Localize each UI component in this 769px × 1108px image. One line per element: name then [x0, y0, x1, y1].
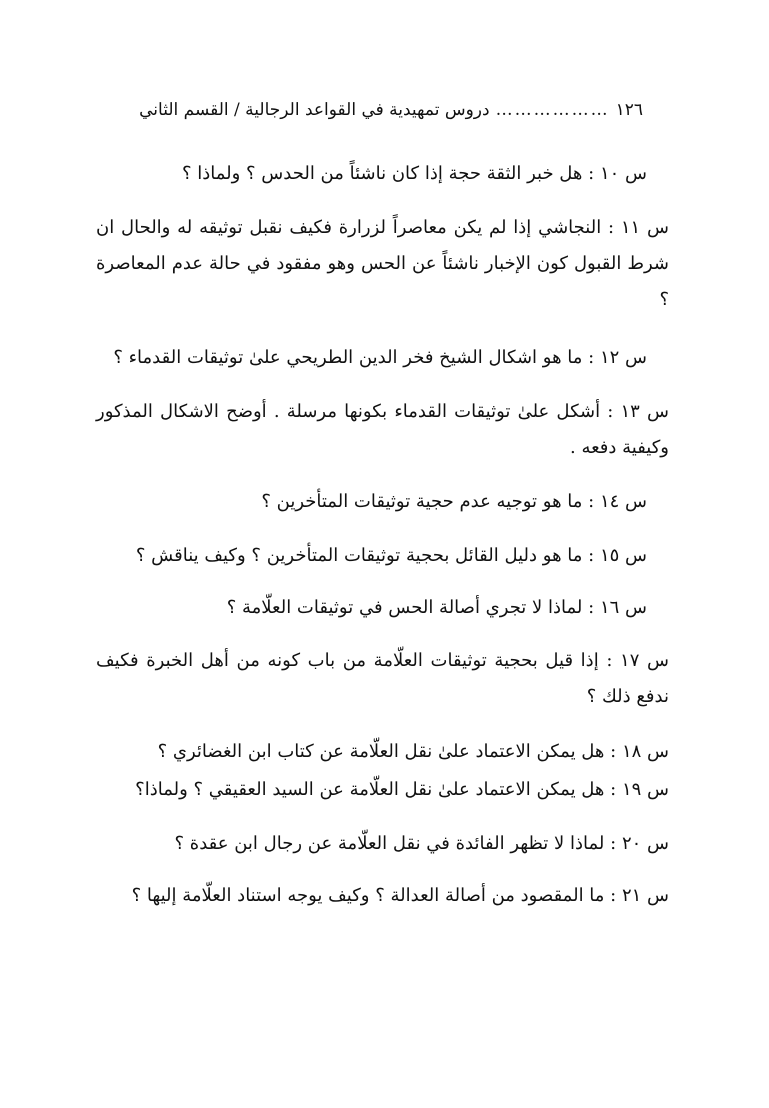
question-label: س ٢٠ : [610, 833, 669, 854]
question-label: س ١٦ : [588, 597, 647, 618]
question-12 [96, 340, 647, 376]
question-text: النجاشي إذا لم يكن معاصراً لزرارة فكيف نقبل توثيقه له والحال ان شرط القبول كون الإخبار ناشئاً عن الحس وهو مفقود في حالة عدم المعاصرة ؟ [96, 217, 669, 310]
question-label: س ١٥ : [588, 545, 647, 566]
question-text: هل خبر الثقة حجة إذا كان ناشئاً من الحدس ؟ ولماذا ؟ [181, 163, 583, 184]
question-18 [96, 734, 669, 770]
question-text: ما هو دليل القائل بحجية توثيقات المتأخرين ؟ وكيف يناقش ؟ [135, 545, 583, 566]
question-text: لماذا لا تجري أصالة الحس في توثيقات العلّامة ؟ [226, 597, 583, 618]
question-label: س ١٣ : [607, 401, 669, 422]
question-21 [96, 878, 669, 914]
question-text: إذا قيل بحجية توثيقات العلّامة من باب كونه من أهل الخبرة فكيف ندفع ذلك ؟ [96, 650, 669, 707]
question-17 [96, 643, 669, 715]
question-11 [96, 210, 669, 318]
question-20 [96, 826, 669, 862]
question-label: س ١٩ : [610, 779, 669, 800]
question-label: س ٢١ : [610, 885, 669, 906]
question-14 [96, 484, 647, 520]
question-label: س ١٧ : [606, 650, 669, 671]
question-label: س ١١ : [608, 217, 669, 238]
question-10 [96, 156, 647, 192]
question-15 [96, 538, 647, 574]
page-number: ١٢٦ [615, 100, 643, 120]
question-text: ما هو اشكال الشيخ فخر الدين الطريحي علىٰ توثيقات القدماء ؟ [113, 347, 583, 368]
question-label: س ١٢ : [588, 347, 647, 368]
question-text: هل يمكن الاعتماد علىٰ نقل العلّامة عن السيد العقيقي ؟ ولماذا؟ [135, 779, 605, 800]
question-16 [96, 590, 647, 626]
header-dots: ……………… [495, 100, 610, 120]
question-text: أشكل علىٰ توثيقات القدماء بكونها مرسلة . أوضح الاشكال المذكور وكيفية دفعه . [96, 401, 669, 458]
question-text: لماذا لا تظهر الفائدة في نقل العلّامة عن رجال ابن عقدة ؟ [174, 833, 605, 854]
question-13 [96, 394, 669, 466]
question-label: س ١٤ : [588, 491, 647, 512]
header-title: دروس تمهيدية في القواعد الرجالية / القسم الثاني [139, 100, 490, 120]
question-label: س ١٨ : [610, 741, 669, 762]
question-text: ما هو توجيه عدم حجية توثيقات المتأخرين ؟ [261, 491, 583, 512]
question-19 [96, 772, 669, 808]
question-text: ما المقصود من أصالة العدالة ؟ وكيف يوجه استناد العلّامة إليها ؟ [131, 885, 605, 906]
question-label: س ١٠ : [588, 163, 647, 184]
running-header [96, 96, 643, 124]
question-text: هل يمكن الاعتماد علىٰ نقل العلّامة عن كتاب ابن الغضائري ؟ [157, 741, 605, 762]
